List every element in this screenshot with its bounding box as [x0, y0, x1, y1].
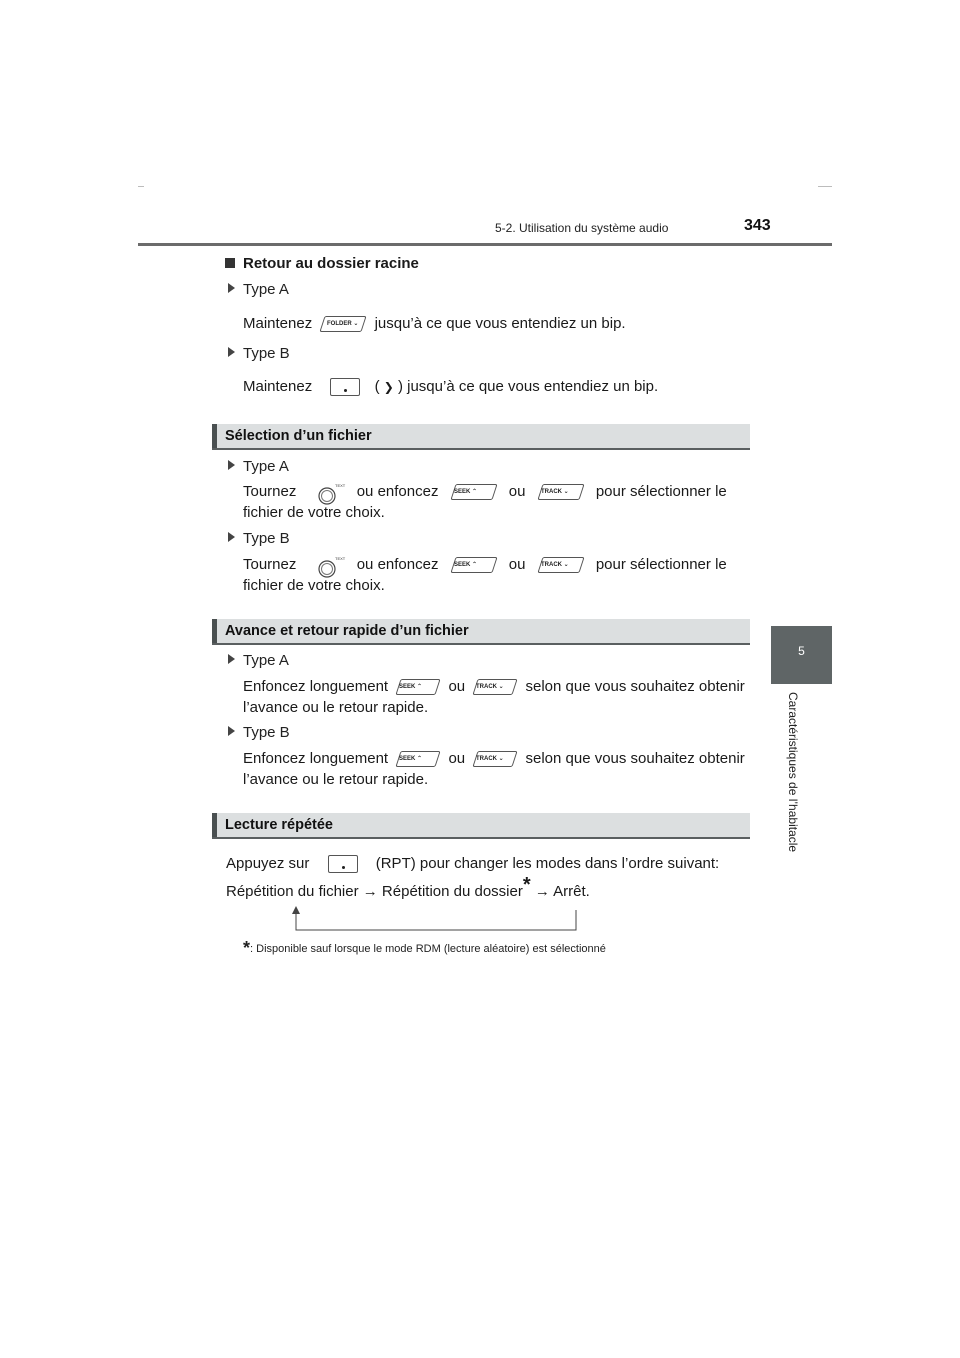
triangle-bullet-icon [228, 532, 235, 542]
ff-type-a-instruction: Enfoncez longuement SEEK ⌃ ou TRACK ⌄ selon que vous souhaitez obtenir l’avance ou le retour rapide. [243, 678, 745, 716]
ff-type-b-instruction: Enfoncez longuement SEEK ⌃ ou TRACK ⌄ selon que vous souhaitez obtenir l’avance ou le retour rapide. [243, 750, 745, 788]
preset-button [330, 378, 360, 396]
header-rule [138, 243, 832, 246]
chevron-right-icon: ❯ [383, 380, 394, 394]
repeat-cycle: Répétition du fichier → Répétition du dossier* → Arrêt. [226, 874, 590, 900]
track-button: TRACK ⌄ [537, 557, 584, 573]
ff-type-b-label: Type B [228, 724, 290, 741]
seek-button: SEEK ⌃ [396, 751, 441, 767]
chapter-tab [771, 626, 832, 684]
svg-text:TEXT: TEXT [334, 483, 345, 489]
crop-mark-left [138, 186, 144, 187]
root-type-a-instruction: Maintenez FOLDER ⌄ jusqu’à ce que vous entendiez un bip. [243, 315, 626, 332]
track-button: TRACK ⌄ [537, 484, 584, 500]
triangle-bullet-icon [228, 347, 235, 357]
svg-text:TEXT: TEXT [334, 556, 345, 562]
tune-knob-icon [317, 482, 345, 502]
folder-button: FOLDER ⌄ [320, 316, 367, 332]
repeat-instruction: Appuyez sur (RPT) pour changer les modes dans l’ordre suivant: [226, 855, 720, 872]
select-type-b-label: Type B [228, 530, 290, 547]
section-fast-forward-header: Avance et retour rapide d’un fichier [212, 619, 750, 645]
chapter-label: Caractéristiques de l’habitacle [786, 692, 800, 853]
rpt-button [328, 855, 358, 873]
root-type-a-label: Type A [228, 281, 289, 298]
triangle-bullet-icon [228, 283, 235, 293]
root-type-b-instruction: Maintenez ( ❯ ) jusqu’à ce que vous entendiez un bip. [243, 378, 659, 395]
root-type-b-label: Type B [228, 345, 290, 362]
footnote: *: Disponible sauf lorsque le mode RDM (lecture aléatoire) est sélectionné [243, 938, 606, 958]
select-type-a-instruction: Tournez TEXT ou enfoncez SEEK ⌃ ou TRACK ⌄ pour sélectionner le fichier de votre choix. [243, 483, 727, 522]
section-file-select-header: Sélection d’un fichier [212, 424, 750, 450]
triangle-bullet-icon [228, 654, 235, 664]
square-bullet-icon [225, 258, 235, 268]
arrow-right-icon: → [534, 883, 550, 900]
select-type-a-label: Type A [228, 458, 289, 475]
triangle-bullet-icon [228, 726, 235, 736]
track-button: TRACK ⌄ [473, 679, 518, 695]
seek-button: SEEK ⌃ [396, 679, 441, 695]
seek-button: SEEK ⌃ [450, 484, 497, 500]
section-repeat-header: Lecture répétée [212, 813, 750, 839]
select-type-b-instruction: Tournez TEXT ou enfoncez SEEK ⌃ ou TRACK ⌄ pour sélectionner le fichier de votre choix. [243, 556, 727, 595]
seek-button: SEEK ⌃ [450, 557, 497, 573]
cycle-return-arrow-icon [288, 906, 583, 934]
asterisk-icon: * [522, 874, 531, 896]
chapter-number: 5 [798, 644, 805, 658]
header-section-title: 5-2. Utilisation du système audio [495, 221, 669, 235]
tune-knob-icon [317, 555, 345, 575]
ff-type-a-label: Type A [228, 652, 289, 669]
root-folder-heading: Retour au dossier racine [225, 255, 419, 272]
track-button: TRACK ⌄ [473, 751, 518, 767]
triangle-bullet-icon [228, 460, 235, 470]
crop-mark-right [818, 186, 832, 187]
arrow-right-icon: → [362, 883, 378, 900]
page-number: 343 [744, 217, 771, 234]
